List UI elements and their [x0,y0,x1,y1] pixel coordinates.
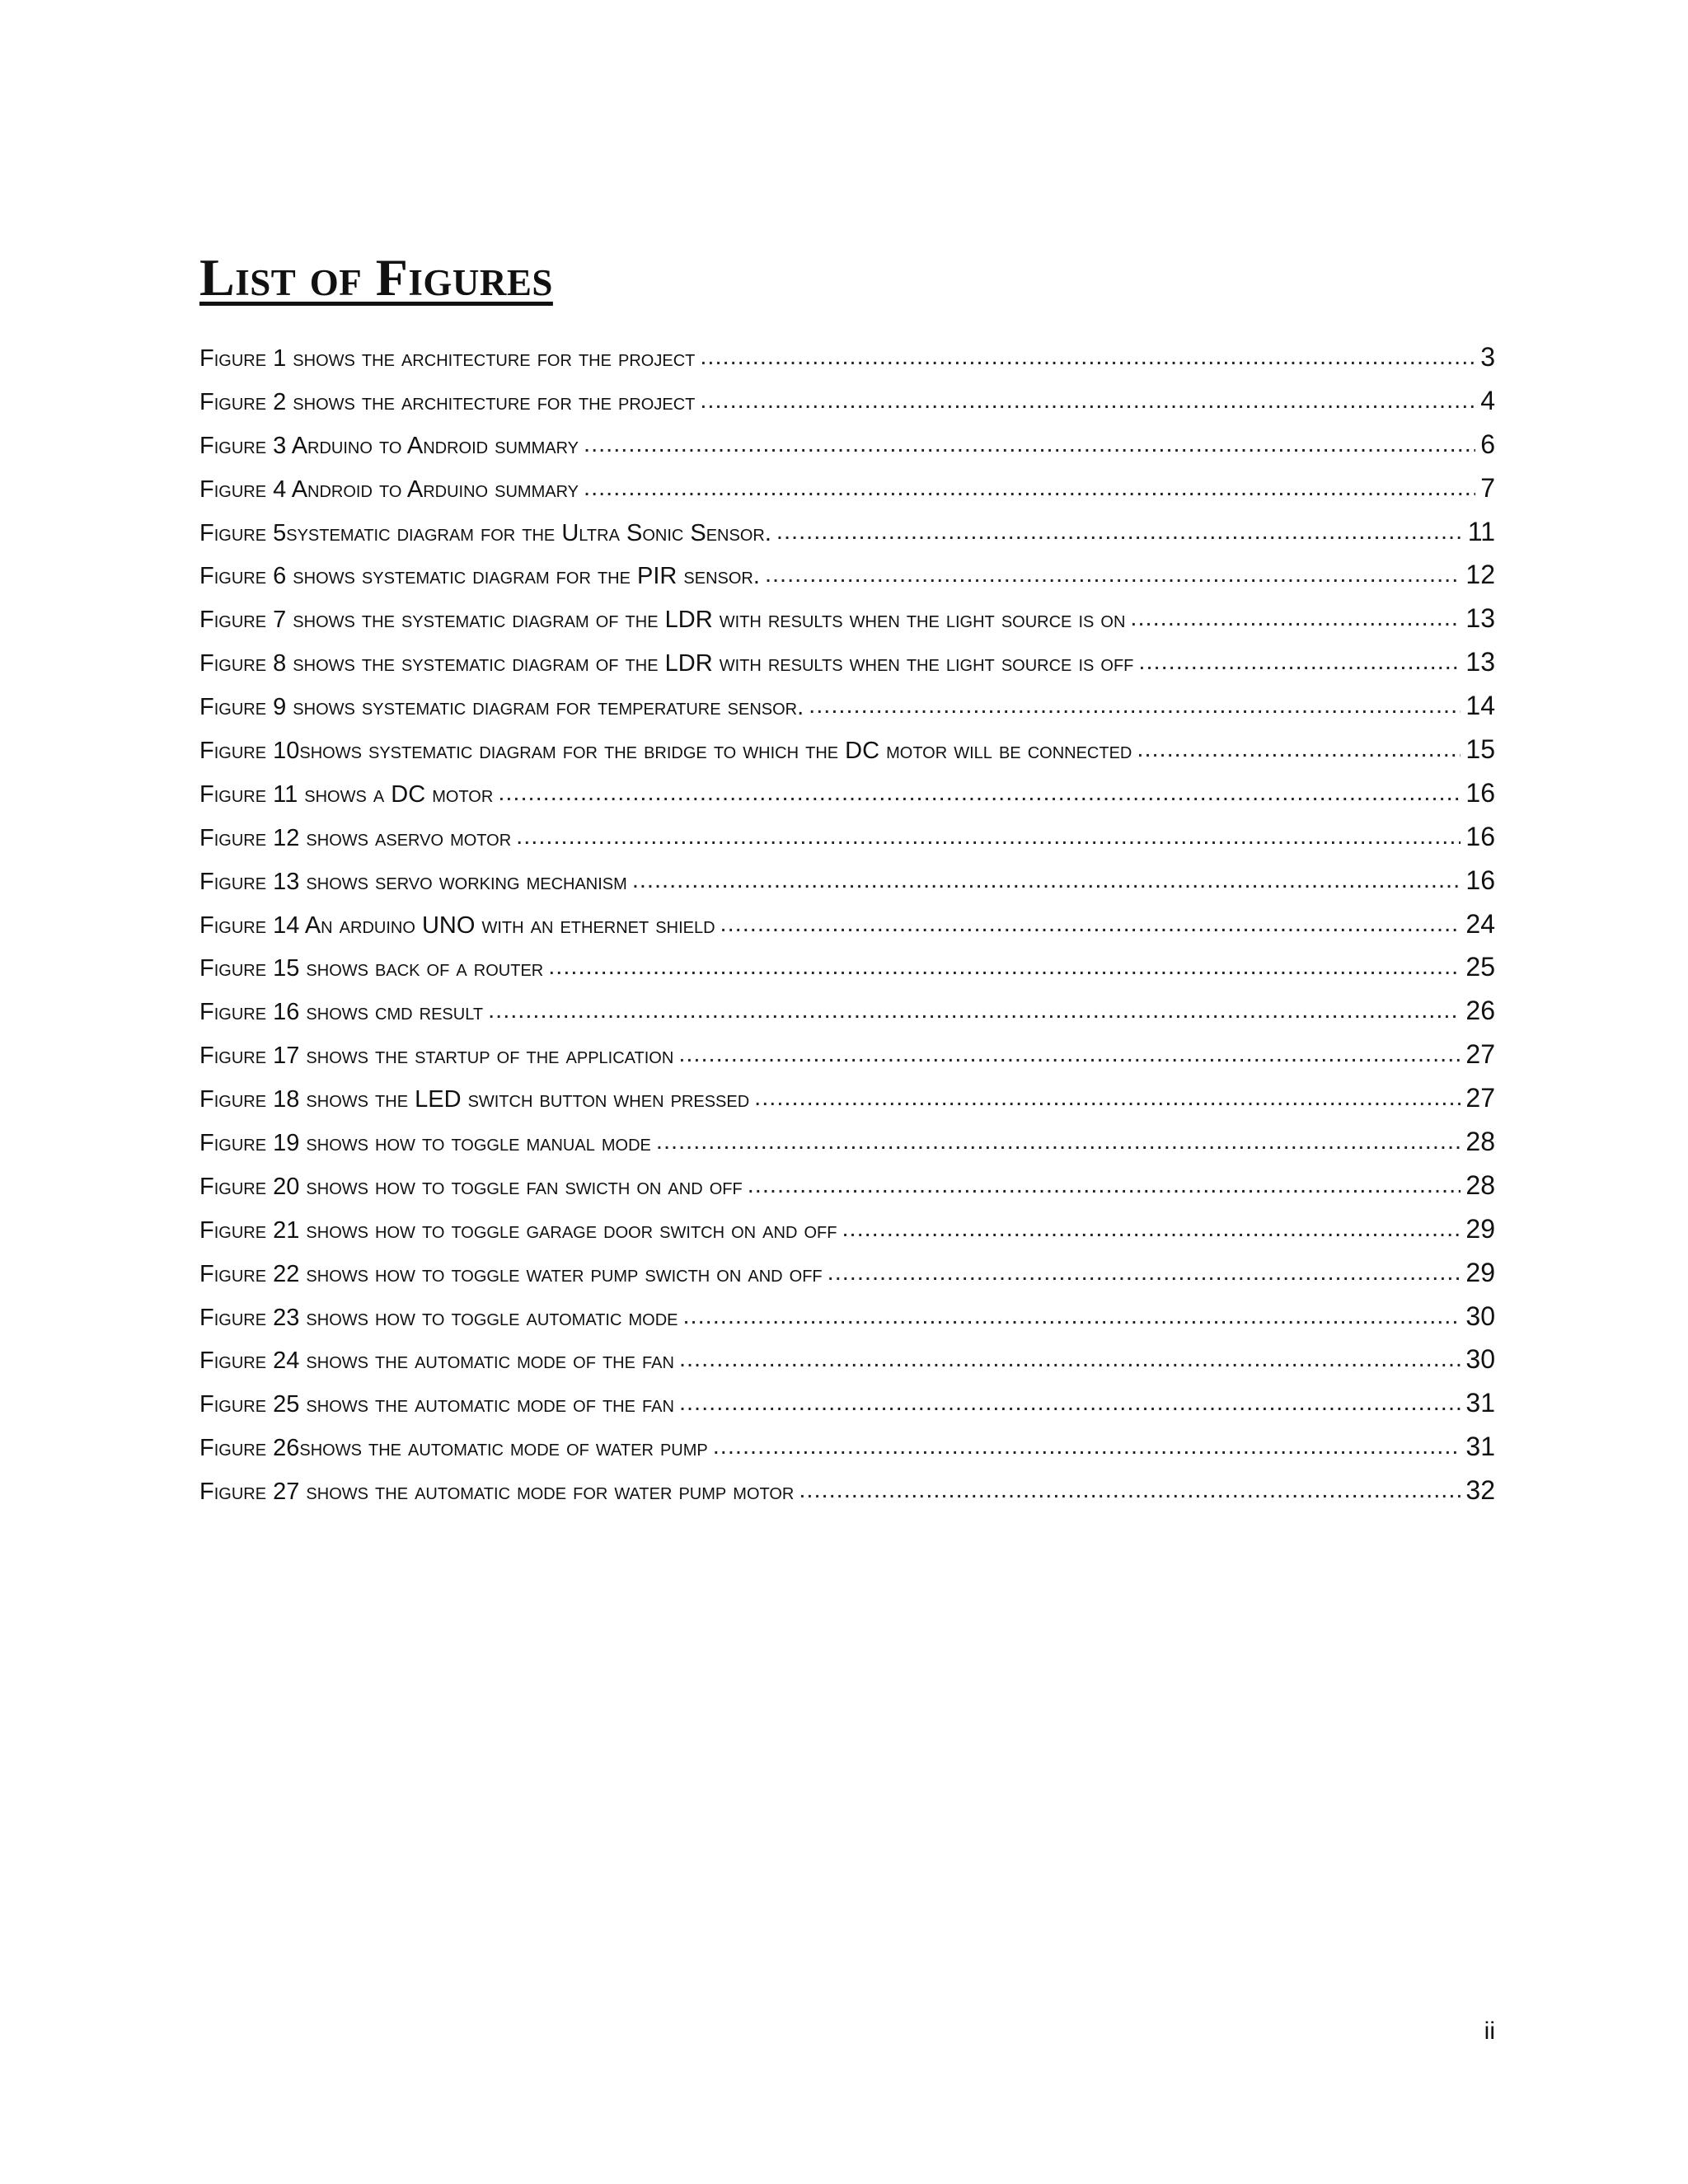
toc-entry-label: Figure 22 shows how to toggle water pump swicth on and off [199,1260,823,1287]
toc-entry[interactable] [199,386,1495,429]
toc-leader-dots [1130,605,1461,632]
toc-entry-page: 27 [1465,1083,1495,1113]
toc-entry-label: Figure 8 shows the systematic diagram of the LDR with results when the light source is off [199,650,1134,677]
toc-leader-dots [1137,736,1461,763]
toc-leader-dots [799,1477,1461,1504]
toc-entry-label: Figure 17 shows the startup of the application [199,1043,674,1070]
toc-entry[interactable] [199,909,1495,953]
toc-entry[interactable] [199,691,1495,734]
toc-entry-page: 28 [1465,1127,1495,1157]
toc-entry[interactable] [199,865,1495,909]
toc-entry-page: 31 [1465,1388,1495,1418]
toc-leader-dots [682,1303,1461,1330]
toc-entry-page: 29 [1465,1213,1495,1244]
toc-entry-page: 13 [1465,603,1495,634]
toc-leader-dots [713,1433,1461,1460]
toc-entry-page: 14 [1465,691,1495,721]
toc-entry-page: 27 [1465,1039,1495,1070]
toc-leader-dots [720,911,1461,938]
toc-leader-dots [632,867,1461,894]
toc-leader-dots [548,954,1461,981]
toc-entry-label: Figure 18 shows the LED switch button when pressed [199,1086,750,1113]
toc-entry[interactable] [199,952,1495,996]
toc-entry[interactable] [199,1258,1495,1301]
toc-entry-label: Figure 1 shows the architecture for the project [199,345,696,372]
toc-leader-dots [754,1085,1461,1112]
toc-entry-page: 28 [1465,1169,1495,1200]
toc-entry[interactable] [199,822,1495,865]
toc-entry-label: Figure 15 shows back of a router [199,955,544,982]
toc-entry-page: 30 [1465,1344,1495,1375]
toc-leader-dots [1138,649,1461,676]
page-number: ii [1484,2018,1495,2045]
toc-entry-label: Figure 19 shows how to toggle manual mode [199,1130,651,1157]
toc-entry[interactable] [199,1127,1495,1170]
toc-entry[interactable] [199,1301,1495,1345]
toc-entry-label: Figure 26shows the automatic mode of water pump [199,1435,708,1462]
toc-entry[interactable] [199,1475,1495,1519]
toc-entry-page: 29 [1465,1257,1495,1287]
toc-leader-dots [516,823,1461,851]
toc-entry-page: 16 [1465,821,1495,851]
toc-entry[interactable] [199,778,1495,822]
toc-entry-label: Figure 5systematic diagram for the Ultra Sonic Sensor. [199,519,771,546]
toc-entry[interactable] [199,603,1495,647]
toc-entry[interactable] [199,1388,1495,1432]
toc-leader-dots [488,997,1461,1024]
toc-entry-label: Figure 20 shows how to toggle fan swicth on and off [199,1173,743,1200]
toc-entry-page: 16 [1465,865,1495,895]
toc-entry-label: Figure 12 shows aservo motor [199,824,512,851]
toc-entry-page: 13 [1465,647,1495,677]
toc-leader-dots [679,1390,1461,1417]
toc-entry-page: 25 [1465,952,1495,982]
toc-leader-dots [700,387,1475,415]
toc-leader-dots [828,1259,1461,1286]
toc-leader-dots [678,1041,1461,1068]
toc-leader-dots [584,475,1475,502]
toc-entry-label: Figure 9 shows systematic diagram for temperature sensor. [199,694,804,721]
toc-entry-label: Figure 3 Arduino to Android summary [199,432,579,459]
toc-leader-dots [776,518,1463,546]
toc-entry[interactable] [199,734,1495,778]
page-title: List of Figures [199,248,553,307]
toc-leader-dots [584,431,1475,458]
toc-entry-label: Figure 16 shows cmd result [199,999,484,1026]
toc-entry-label: Figure 13 shows servo working mechanism [199,868,627,895]
toc-entry-page: 26 [1465,996,1495,1026]
toc-entry-page: 24 [1465,908,1495,939]
toc-entry-page: 11 [1467,516,1495,546]
toc-leader-dots [700,344,1475,371]
toc-entry-label: Figure 21 shows how to toggle garage door switch on and off [199,1216,837,1244]
toc-leader-dots [679,1346,1461,1373]
toc-entry-page: 16 [1465,777,1495,808]
toc-entry[interactable] [199,1344,1495,1388]
toc-entry-label: Figure 4 Android to Arduino summary [199,476,579,503]
toc-leader-dots [765,561,1461,588]
toc-entry-label: Figure 23 shows how to toggle automatic mode [199,1304,678,1331]
toc-entry-label: Figure 6 shows systematic diagram for the PIR sensor. [199,563,760,590]
toc-entry[interactable] [199,647,1495,691]
toc-entry-page: 3 [1480,342,1495,372]
toc-entry-label: Figure 25 shows the automatic mode of the fan [199,1391,674,1418]
toc-entry-page: 32 [1465,1475,1495,1506]
toc-entry[interactable] [199,1083,1495,1127]
toc-entry-label: Figure 10shows systematic diagram for the bridge to which the DC motor will be connected [199,738,1132,765]
toc-entry-page: 6 [1480,429,1495,459]
toc-entry-label: Figure 14 An arduino UNO with an ethernet shield [199,912,715,939]
toc-entry-label: Figure 24 shows the automatic mode of the fan [199,1347,674,1375]
toc-entry-page: 12 [1465,560,1495,590]
toc-leader-dots [842,1216,1461,1243]
toc-entry-label: Figure 27 shows the automatic mode for water pump motor [199,1479,795,1506]
toc-entry-label: Figure 2 shows the architecture for the project [199,388,696,415]
toc-entry-label: Figure 11 shows a DC motor [199,780,494,808]
toc-entry-page: 4 [1480,385,1495,415]
toc-entry[interactable] [199,517,1495,560]
toc-entry[interactable] [199,1432,1495,1475]
toc-entry-page: 30 [1465,1301,1495,1331]
toc-entry[interactable] [199,1039,1495,1083]
toc-entry[interactable] [199,473,1495,517]
list-of-figures [199,342,1495,1519]
toc-entry-page: 15 [1465,734,1495,765]
toc-entry[interactable] [199,1214,1495,1258]
toc-entry[interactable] [199,1170,1495,1214]
toc-leader-dots [748,1172,1461,1199]
toc-leader-dots [498,780,1461,807]
toc-entry-page: 7 [1480,472,1495,503]
toc-leader-dots [656,1128,1461,1155]
toc-entry[interactable] [199,342,1495,386]
toc-leader-dots [809,692,1461,719]
toc-entry-page: 31 [1465,1432,1495,1462]
toc-entry-label: Figure 7 shows the systematic diagram of the LDR with results when the light source is on [199,607,1126,634]
toc-entry[interactable] [199,429,1495,473]
toc-entry[interactable] [199,560,1495,603]
toc-entry[interactable] [199,996,1495,1039]
